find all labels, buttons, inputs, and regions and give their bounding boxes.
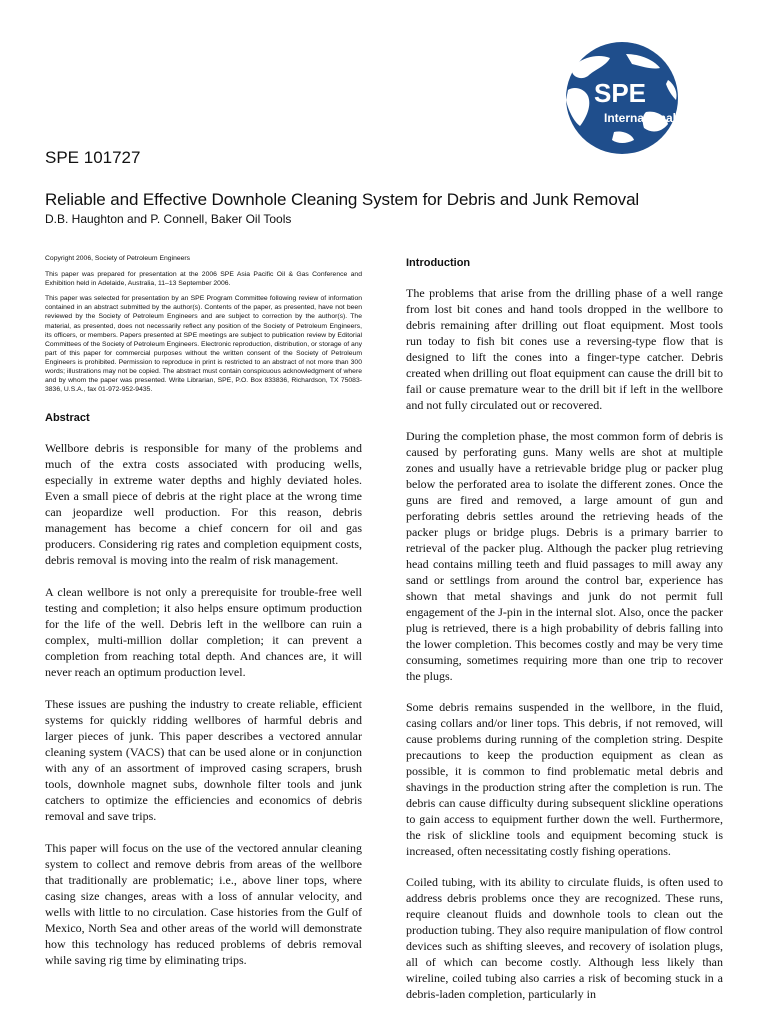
paper-number: SPE 101727	[45, 148, 141, 167]
logo-tagline: International	[603, 111, 677, 125]
copyright-notice: Copyright 2006, Society of Petroleum Engineers	[45, 255, 191, 262]
abstract-paragraph-1: Wellbore debris is responsible for many of the problems and much of the extra costs associated with producing wells, especially in extreme water depths and highly deviated holes. Even a small piece of debris at the right place at the wrong time can jeopardize well production. For this reason, debris management has become a chief concern for oil and gas producers. Considering rig rates and completion equipment costs, debris removal is moving into the realm of risk management.	[45, 441, 362, 568]
introduction-paragraph-2: During the completion phase, the most common form of debris is caused by perforating guns. Many wells are shot at multiple zones and usually have a retrievable bridge plug or packer plug below the perforated area to isolate the different zones. Once the guns are fired and removed, a large amount of gun and perforating debris settles around the retrieving heads of the packer plugs or bridge plugs. Debris is a primary barrier to retrieval of the packer plug. Although the packer plug retrieving head contains milling teeth and fluid passages to mill away any sand or settlings from around the control bar, experience has shown that metal shavings and junk do not permit full engagement of the J-pin in the internal slot. Also, once the packer plug is retrieved, there is a high probability of debris falling into the lower completion. This becomes costly and may be very time consuming, sometimes requiring more than one trip to recover the plugs.	[406, 429, 723, 683]
introduction-paragraph-1: The problems that arise from the drilling phase of a well range from lost bit cones and hand tools dropped in the wellbore to debris remaining after drilling out float equipment. Most tools run today to fish bit cones use a reversing-type flow that is designed to lift the cones into a finger-type catcher. Debris created when drilling out float equipment can cause the drill bit to fail or cause premature wear to the drill bit if left in the wellbore and not fully circulated out or recovered.	[406, 286, 723, 412]
introduction-paragraph-3: Some debris remains suspended in the wellbore, in the fluid, casing collars and/or liner tops. This debris, if not removed, will cause problems during running of the completion string. Despite precautions to keep the production equipment as clean as possible, it is common to find problematic metal debris and shavings in the production string after the completion is run. The debris can cause difficulty during subsequent slickline operations to gain access to equipment further down the well. Furthermore, the risk of slickline tools and equipment becoming stuck is increased, often necessitating costly fishing operations.	[406, 700, 723, 858]
abstract-paragraph-2: A clean wellbore is not only a prerequisite for trouble-free well testing and completion; it also helps ensure optimum production for the life of the well. Debris left in the wellbore can ruin a complex, multi-million dollar completion; it can prevent a completion from reaching total depth. And chances are, it will never reach an optimum production level.	[45, 585, 362, 680]
abstract-heading: Abstract	[45, 412, 90, 425]
presentation-note: This paper was prepared for presentation at the 2006 SPE Asia Pacific Oil & Gas Conference and Exhibition held in Adelaide, Australia, 11–13 September 2006.	[45, 271, 362, 288]
review-notice: This paper was selected for presentation by an SPE Program Committee following review of information contained in an abstract submitted by the author(s). Contents of the paper, as presented, have not been reviewed by the Society of Petroleum Engineers and are subject to correction by the author(s). The material, as presented, does not necessarily reflect any position of the Society of Petroleum Engineers, its officers, or members. Papers presented at SPE meetings are subject to publication review by Editorial Committees of the Society of Petroleum Engineers. Electronic reproduction, distribution, or storage of any part of this paper for commercial purposes without the written consent of the Society of Petroleum Engineers is prohibited. Permission to reproduce in print is restricted to an abstract of not more than 300 words; illustrations may not be copied. The abstract must contain conspicuous acknowledgment of where and by whom the paper was presented. Write Librarian, SPE, P.O. Box 833836, Richardson, TX 75083-3836, U.S.A., fax 01-972-952-9435.	[45, 295, 362, 394]
introduction-heading: Introduction	[406, 257, 471, 269]
left-column	[45, 254, 362, 984]
globe-icon	[528, 40, 716, 156]
introduction-paragraph-4: Coiled tubing, with its ability to circulate fluids, is often used to address debris problems once they are recognized. These runs, require cleanout fluids and downhole tools to clean out the production tubing. They also require manipulation of flow control devices such as shifting sleeves, and recovery of isolation plugs, all of which can become costly. Although less likely than wireline, coiled tubing also carries a risk of becoming stuck in a debris-laden completion, particularly in	[406, 875, 723, 1001]
paper-title: Reliable and Effective Downhole Cleaning System for Debris and Junk Removal	[45, 190, 640, 209]
paper-authors: D.B. Haughton and P. Connell, Baker Oil Tools	[45, 212, 292, 226]
abstract-paragraph-4: This paper will focus on the use of the vectored annular cleaning system to collect and remove debris from areas of the wellbore that traditionally are problematic; i.e., above liner tops, where casing size changes, areas with a loss of annular velocity, and wells with little to no circulation. Case histories from the Gulf of Mexico, North Sea and other areas of the world will demonstrate how this technology has reduced problems of debris removal while saving rig time by eliminating trips.	[45, 841, 362, 968]
abstract-paragraph-3: These issues are pushing the industry to create reliable, efficient systems for quickly ridding wellbores of harmful debris and larger pieces of junk. This paper describes a vectored annular cleaning system (VACS) that can be used alone or in conjunction with any of an assortment of improved casing scrapers, brush tools, downhole magnet subs, downhole filter tools and junk catchers to optimize the efficiencies and economics of debris removal and save trips.	[45, 697, 362, 824]
logo-brand: SPE	[593, 78, 647, 108]
spe-international-logo	[528, 40, 716, 156]
right-column	[406, 257, 723, 1017]
